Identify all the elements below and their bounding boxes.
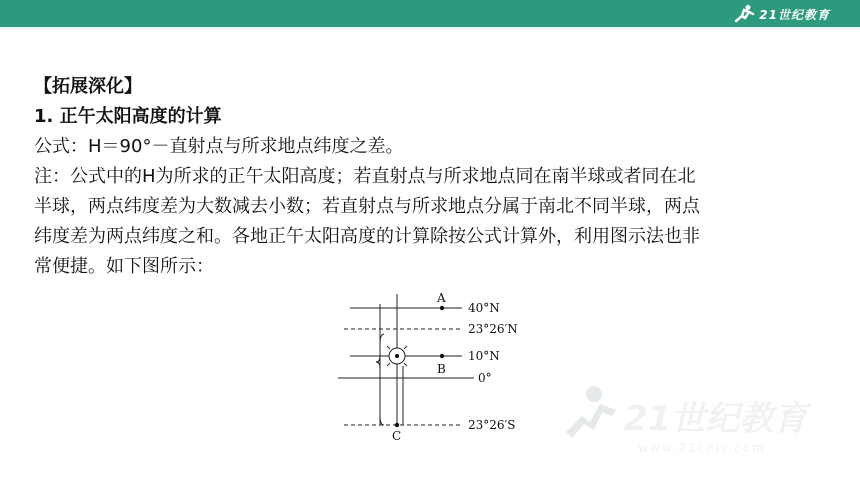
section-title: 【拓展深化】 <box>34 76 142 97</box>
watermark-runner-icon <box>586 386 602 402</box>
watermark-text: 21世纪教育 <box>624 399 808 439</box>
header-divider <box>0 27 860 29</box>
watermark <box>560 380 850 460</box>
point-label-b: B <box>437 362 446 376</box>
lat-label-10n: 10°N <box>468 349 500 363</box>
note-line: 注：公式中的H为所求的正午太阳高度；若直射点与所求地点同在南半球或者同在北 <box>34 166 696 187</box>
sun-altitude-diagram <box>336 286 576 446</box>
watermark-runner-body <box>566 404 616 438</box>
lat-label-equator: 0° <box>478 371 492 385</box>
subsection-title: 1. 正午太阳高度的计算 <box>34 106 222 127</box>
lat-label-40n: 40°N <box>468 301 500 315</box>
brand-logo <box>733 2 830 26</box>
lat-label-tropic-south: 23°26′S <box>468 418 516 432</box>
note-line: 常便捷。如下图所示： <box>34 256 214 277</box>
point-label-a: A <box>437 291 446 305</box>
logo-text: 21世纪教育 <box>759 7 830 22</box>
subsolar-point <box>395 354 399 358</box>
point-b <box>440 354 444 358</box>
brace-mark <box>376 334 384 425</box>
lat-label-tropic-north: 23°26′N <box>468 322 518 336</box>
point-c <box>395 423 399 427</box>
point-label-c: C <box>392 429 402 443</box>
formula-text: 公式：H＝90°－直射点与所求地点纬度之差。 <box>34 136 404 157</box>
header-bar <box>0 0 860 27</box>
runner-logo-icon <box>733 4 755 24</box>
main-content <box>34 72 834 282</box>
note-line: 半球，两点纬度差为大数减去小数；若直射点与所求地点分属于南北不同半球，两点 <box>34 196 700 217</box>
note-line: 纬度差为两点纬度之和。各地正午太阳高度的计算除按公式计算外，利用图示法也非 <box>34 226 700 247</box>
watermark-subtext: www.21cnjy.com <box>638 441 766 455</box>
point-a <box>440 306 444 310</box>
